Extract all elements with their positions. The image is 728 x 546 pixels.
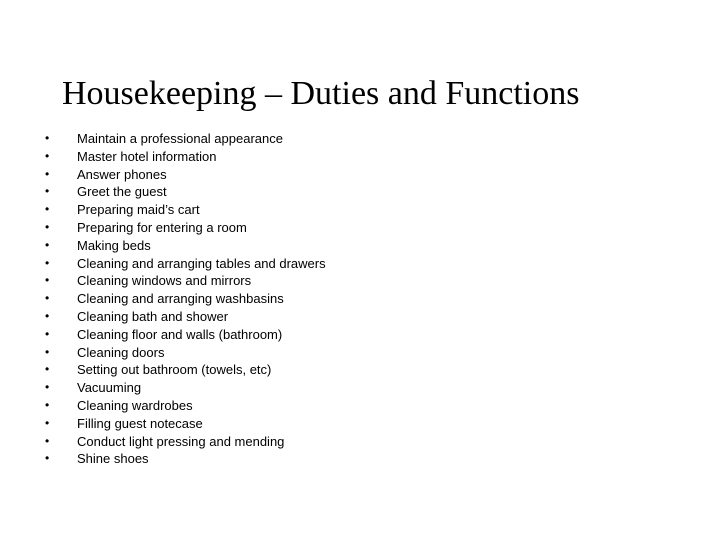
list-item-text: Conduct light pressing and mending (77, 433, 285, 449)
list-item-text: Cleaning doors (77, 344, 165, 360)
list-item-text: Setting out bathroom (towels, etc) (77, 362, 272, 378)
list-item-text: Cleaning bath and shower (77, 308, 229, 324)
bullet-icon: • (45, 184, 50, 199)
bullet-icon: • (45, 148, 50, 163)
list-item-text: Preparing maid’s cart (77, 202, 200, 218)
list-item-text: Master hotel information (77, 148, 217, 164)
list-item-text: Cleaning and arranging washbasins (77, 291, 284, 307)
bullet-icon: • (45, 326, 50, 341)
bullet-icon: • (45, 219, 50, 234)
list-item-text: Cleaning wardrobes (77, 397, 193, 413)
slide-title: Housekeeping – Duties and Functions (62, 75, 580, 112)
bullet-icon: • (45, 237, 50, 252)
bullet-icon: • (45, 344, 50, 359)
list-item-text: Cleaning and arranging tables and drawers (77, 255, 326, 271)
bullet-icon: • (45, 451, 50, 466)
list-item-text: Making beds (77, 237, 151, 253)
bullet-icon: • (45, 131, 50, 145)
bullet-icon: • (45, 273, 50, 288)
bullet-icon: • (45, 166, 50, 181)
list-item-text: Preparing for entering a room (77, 219, 247, 235)
bullet-icon: • (45, 202, 50, 217)
list-item-text: Greet the guest (77, 184, 167, 200)
list-item-text: Maintain a professional appearance (77, 131, 283, 146)
list-item-text: Cleaning windows and mirrors (77, 273, 252, 289)
bullet-icon: • (45, 255, 50, 270)
list-item-text: Answer phones (77, 166, 167, 182)
bullet-icon: • (45, 415, 50, 430)
list-item-text: Filling guest notecase (77, 415, 203, 431)
bullet-icon: • (45, 362, 50, 377)
list-item-text: Vacuuming (77, 380, 142, 396)
bullet-icon: • (45, 397, 50, 412)
bullet-icon: • (45, 433, 50, 448)
list-item-text: Cleaning floor and walls (bathroom) (77, 326, 283, 342)
list-item-text: Shine shoes (77, 451, 149, 467)
bullet-icon: • (45, 380, 50, 395)
bullet-icon: • (45, 291, 50, 306)
bullet-icon: • (45, 308, 50, 323)
